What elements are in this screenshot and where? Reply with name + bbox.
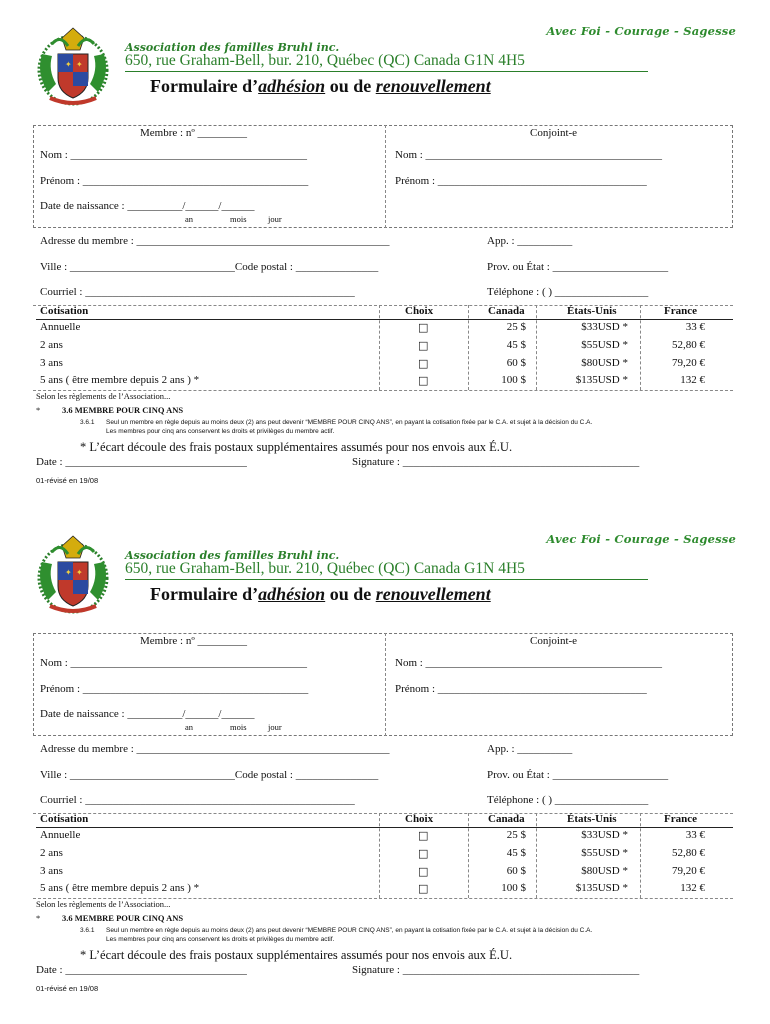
fee-row-canada: 60 $: [506, 865, 526, 877]
birthdate-year-label: an: [185, 722, 194, 732]
member-firstname-field[interactable]: Prénom : _________________________________________: [40, 683, 309, 695]
header-underline: [36, 319, 733, 320]
spouse-header: Conjoint-e: [530, 635, 578, 647]
fee-row-usa: $33USD *: [581, 829, 628, 841]
fee-row-label: 2 ans: [40, 847, 63, 859]
address-field[interactable]: Adresse du membre : ______________________________________________: [40, 235, 390, 247]
spouse-header: Conjoint-e: [530, 127, 578, 139]
birthdate-day-label: jour: [268, 722, 282, 732]
fee-row-france: 132 €: [680, 882, 705, 894]
signature-field[interactable]: Signature : ___________________________________________: [352, 456, 640, 468]
fee-row-usa: $33USD *: [581, 321, 628, 333]
title-middle: ou de: [325, 76, 376, 96]
association-address: 650, rue Graham-Bell, bur. 210, Québec (QC) Canada G1N 4H5: [125, 560, 648, 580]
date-field[interactable]: Date : _________________________________: [36, 456, 247, 468]
fee-row-canada: 100 $: [501, 882, 526, 894]
spouse-firstname-field[interactable]: Prénom : ______________________________________: [395, 175, 647, 187]
form-copy-2: [0, 508, 770, 1016]
fee-row-france: 33 €: [685, 321, 705, 333]
section-title: 3.6 MEMBRE POUR CINQ ANS: [62, 405, 184, 415]
fee-row-checkbox[interactable]: □: [418, 829, 429, 842]
member-firstname-field[interactable]: Prénom : _________________________________________: [40, 175, 309, 187]
title-middle: ou de: [325, 584, 376, 604]
svg-text:✦: ✦: [76, 60, 83, 69]
association-name: Association des familles Bruhl inc.: [125, 549, 340, 562]
fee-row-checkbox[interactable]: □: [418, 865, 429, 878]
col-france: France: [664, 813, 697, 825]
fee-row-label: 3 ans: [40, 865, 63, 877]
association-crest-logo: [30, 24, 116, 108]
signature-field[interactable]: Signature : ___________________________________________: [352, 964, 640, 976]
fee-row-checkbox[interactable]: □: [418, 339, 429, 352]
fee-row-checkbox[interactable]: □: [418, 882, 429, 895]
revision-note: 01-révisé en 19/08: [36, 476, 99, 485]
province-field[interactable]: Prov. ou État : _____________________: [487, 769, 669, 781]
motto: Avec Foi - Courage - Sagesse: [546, 532, 736, 546]
date-field[interactable]: Date : _________________________________: [36, 964, 247, 976]
fee-row-france: 52,80 €: [672, 847, 705, 859]
col-cotisation: Cotisation: [40, 813, 89, 825]
fee-row-label: 5 ans ( être membre depuis 2 ans ) *: [40, 882, 200, 894]
fee-row-label: Annuelle: [40, 829, 81, 841]
fee-row-france: 52,80 €: [672, 339, 705, 351]
svg-text:✦: ✦: [65, 568, 72, 577]
box-divider: [385, 633, 386, 736]
form-title: [150, 584, 491, 605]
col-cotisation: Cotisation: [40, 305, 89, 317]
member-number-field[interactable]: Membre : nº _________: [140, 635, 247, 647]
city-postal-field[interactable]: Ville : ______________________________Code postal : _______________: [40, 261, 379, 273]
col-canada: Canada: [488, 813, 525, 825]
clause-number: 3.6.1: [80, 419, 95, 426]
clause-line-1: Seul un membre en règle depuis au moins deux (2) ans peut devenir “MEMBRE POUR CINQ ANS”, en payant la cotisation fixée par le C.A. et sujet à la décision du C.A.: [106, 927, 593, 934]
clause-line-2: Les membres pour cinq ans conservent les droits et privilèges du membre actif.: [106, 428, 335, 435]
fee-row-usa: $135USD *: [575, 374, 628, 386]
reglements-note: Selon les règlements de l’Association...: [36, 899, 171, 909]
fee-row-checkbox[interactable]: □: [418, 374, 429, 387]
form-copy-1: [0, 0, 770, 508]
fee-row-canada: 60 $: [506, 357, 526, 369]
birthdate-month-label: mois: [230, 722, 247, 732]
title-renouvellement: renouvellement: [375, 76, 491, 96]
fee-row-usa: $55USD *: [581, 339, 628, 351]
col-canada: Canada: [488, 305, 525, 317]
fee-row-label: 2 ans: [40, 339, 63, 351]
association-address: 650, rue Graham-Bell, bur. 210, Québec (QC) Canada G1N 4H5: [125, 52, 648, 72]
fee-row-label: 5 ans ( être membre depuis 2 ans ) *: [40, 374, 200, 386]
email-field[interactable]: Courriel : _________________________________________________: [40, 286, 355, 298]
fee-row-canada: 25 $: [506, 321, 526, 333]
spouse-name-field[interactable]: Nom : ___________________________________________: [395, 149, 663, 161]
fee-row-canada: 45 $: [506, 339, 526, 351]
clause-number: 3.6.1: [80, 927, 95, 934]
col-france: France: [664, 305, 697, 317]
phone-field[interactable]: Téléphone : ( ) _________________: [487, 286, 649, 298]
fee-row-france: 132 €: [680, 374, 705, 386]
table-top-border: [33, 813, 733, 814]
col-sep-1: [379, 305, 380, 390]
birthdate-field[interactable]: Date de naissance : __________/______/______: [40, 708, 255, 720]
reglements-note: Selon les règlements de l’Association...: [36, 391, 171, 401]
spouse-name-field[interactable]: Nom : ___________________________________________: [395, 657, 663, 669]
fee-row-france: 79,20 €: [672, 357, 705, 369]
star-marker: *: [36, 405, 41, 415]
member-name-field[interactable]: Nom : ___________________________________________: [40, 149, 308, 161]
association-crest-logo: [30, 532, 116, 616]
title-prefix: Formulaire d’: [150, 584, 259, 604]
fee-row-checkbox[interactable]: □: [418, 357, 429, 370]
col-sep-3: [536, 305, 537, 390]
spouse-firstname-field[interactable]: Prénom : ______________________________________: [395, 683, 647, 695]
birthdate-day-label: jour: [268, 214, 282, 224]
birthdate-field[interactable]: Date de naissance : __________/______/______: [40, 200, 255, 212]
form-title: [150, 76, 491, 97]
col-sep-2: [468, 813, 469, 898]
svg-text:✦: ✦: [65, 60, 72, 69]
star-marker: *: [36, 913, 41, 923]
email-field[interactable]: Courriel : _________________________________________________: [40, 794, 355, 806]
province-field[interactable]: Prov. ou État : _____________________: [487, 261, 669, 273]
box-divider: [385, 125, 386, 228]
fee-row-checkbox[interactable]: □: [418, 847, 429, 860]
fee-row-label: Annuelle: [40, 321, 81, 333]
city-postal-field[interactable]: Ville : ______________________________Code postal : _______________: [40, 769, 379, 781]
col-usa: États-Unis: [567, 813, 617, 825]
fee-row-usa: $55USD *: [581, 847, 628, 859]
apartment-field[interactable]: App. : __________: [487, 235, 573, 247]
fee-row-canada: 25 $: [506, 829, 526, 841]
title-adhesion: adhésion: [258, 76, 326, 96]
postage-note: * L’écart découle des frais postaux supplémentaires assumés pour nos envois aux É.U.: [80, 948, 513, 962]
col-sep-1: [379, 813, 380, 898]
fee-row-checkbox[interactable]: □: [418, 321, 429, 334]
birthdate-month-label: mois: [230, 214, 247, 224]
col-sep-2: [468, 305, 469, 390]
fee-row-usa: $135USD *: [575, 882, 628, 894]
col-choix: Choix: [405, 813, 434, 825]
clause-line-1: Seul un membre en règle depuis au moins deux (2) ans peut devenir “MEMBRE POUR CINQ ANS”, en payant la cotisation fixée par le C.A. et sujet à la décision du C.A.: [106, 419, 593, 426]
address-field[interactable]: Adresse du membre : ______________________________________________: [40, 743, 390, 755]
fee-row-france: 79,20 €: [672, 865, 705, 877]
col-sep-4: [640, 813, 641, 898]
fee-row-label: 3 ans: [40, 357, 63, 369]
col-usa: États-Unis: [567, 305, 617, 317]
title-prefix: Formulaire d’: [150, 76, 259, 96]
association-name: Association des familles Bruhl inc.: [125, 41, 340, 54]
section-title: 3.6 MEMBRE POUR CINQ ANS: [62, 913, 184, 923]
fee-row-usa: $80USD *: [581, 865, 628, 877]
member-number-field[interactable]: Membre : nº _________: [140, 127, 247, 139]
fee-row-usa: $80USD *: [581, 357, 628, 369]
postage-note: * L’écart découle des frais postaux supplémentaires assumés pour nos envois aux É.U.: [80, 440, 513, 454]
phone-field[interactable]: Téléphone : ( ) _________________: [487, 794, 649, 806]
col-sep-4: [640, 305, 641, 390]
clause-line-2: Les membres pour cinq ans conservent les droits et privilèges du membre actif.: [106, 936, 335, 943]
fee-row-canada: 100 $: [501, 374, 526, 386]
birthdate-year-label: an: [185, 214, 194, 224]
col-choix: Choix: [405, 305, 434, 317]
table-top-border: [33, 305, 733, 306]
revision-note: 01-révisé en 19/08: [36, 984, 99, 993]
fee-row-canada: 45 $: [506, 847, 526, 859]
motto: Avec Foi - Courage - Sagesse: [546, 24, 736, 38]
col-sep-3: [536, 813, 537, 898]
svg-text:✦: ✦: [76, 568, 83, 577]
apartment-field[interactable]: App. : __________: [487, 743, 573, 755]
header-underline: [36, 827, 733, 828]
title-renouvellement: renouvellement: [375, 584, 491, 604]
fee-row-france: 33 €: [685, 829, 705, 841]
title-adhesion: adhésion: [258, 584, 326, 604]
member-name-field[interactable]: Nom : ___________________________________________: [40, 657, 308, 669]
